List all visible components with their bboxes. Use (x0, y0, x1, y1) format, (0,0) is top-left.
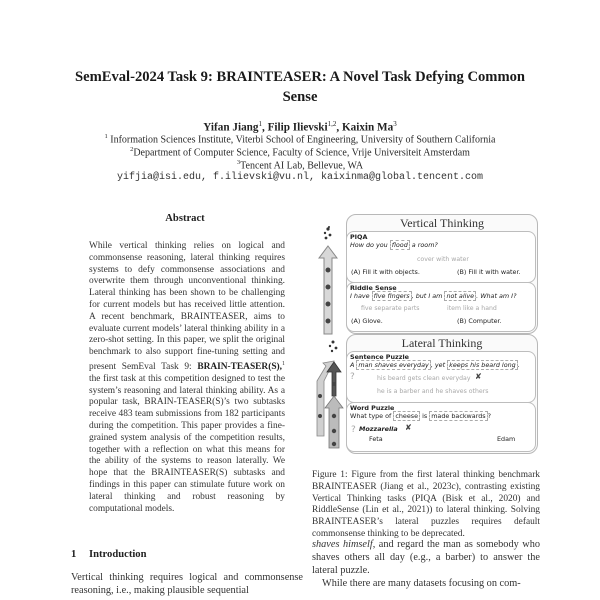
panel-title: Lateral Thinking (401, 336, 483, 350)
section-title: Introduction (89, 549, 147, 560)
word-puzzle-question: What type of cheese is made backwards ? (350, 412, 492, 420)
cross-icon: ✘ (405, 423, 412, 432)
affil-text: Information Sciences Institute, Viterbi School of Engineering, University of Southern California (107, 134, 496, 146)
author-name: Kaixin Ma (341, 121, 394, 134)
title-line-1: SemEval-2024 Task 9: BRAINTEASER: A Novel Task Defying Common (74, 69, 526, 85)
sentence-puzzle-hint-1: his beard gets clean everyday (377, 375, 471, 382)
author-name: Filip Ilievski (267, 121, 328, 134)
abstract-text: the first task at this competition designed to test the system’s reasoning and lateral thinking ability. As a popular task, BRAIN-TEASER(S)’s two subtasks receive 483 team submissions from 182 participants during the competition. This paper provides a fine-grained system analysis of the competition results, together with a reflection on what this means for the ability of the systems to reason laterally. We hope that the BRAINTEASER(S) subtasks and findings in this paper can stimulate future work on lateral thinking and robust reasoning by computational models. (89, 373, 285, 514)
riddlesense-hint-right: item like a hand (447, 305, 497, 312)
riddlesense-option-b: (B) Computer. (457, 317, 502, 325)
introduction-text: Vertical thinking requires logical and commonsense reasoning, i.e., making plausible sequential (71, 572, 303, 596)
word-puzzle-wrong-answer: Feta (369, 435, 383, 443)
author-list: Yifan Jiang$^1$, Filip Ilievski$^{1,2}$, Kaixin Ma$^3$ (203, 120, 397, 134)
word-puzzle-label: Word Puzzle (350, 404, 395, 412)
piqa-box (346, 231, 536, 283)
abstract-heading: Abstract (165, 213, 205, 224)
riddlesense-question: I have five fingers , but I am not alive . What am I? (350, 292, 517, 300)
question-mark-icon: ? (350, 372, 355, 382)
cross-icon: ✘ (475, 372, 482, 381)
vertical-thinking-panel (346, 214, 538, 334)
piqa-question: How do you flood a room? (350, 241, 438, 249)
sentence-puzzle-label: Sentence Puzzle (350, 353, 409, 361)
figure-1 (312, 214, 540, 454)
affiliation (60, 157, 540, 172)
title-line-2: Sense (282, 89, 318, 105)
section-heading-introduction (71, 549, 147, 560)
riddlesense-option-a: (A) Glove. (351, 317, 383, 325)
author-emails: yifjia@isi.edu, f.ilievski@vu.nl, kaixinma@global.tencent.com (116, 172, 484, 183)
figure-caption: Figure 1: Figure from the first lateral thinking benchmark BRAINTEASER (Jiang et al., 2023c), contrasting existing Vertical Thinking tasks (PIQA (Bisk et al., 2020) and RiddleSense (Lin et al., 2021)) to lateral thinking. Solving BRAINTEASER’s lateral puzzles requires default commonsense thinking to be deprecated. (312, 470, 540, 539)
sentence-puzzle-box (346, 351, 536, 403)
italic-phrase: shaves himself (312, 539, 373, 550)
paragraph-text: While there are many datasets focusing on com- (322, 578, 521, 589)
affil-text: Department of Computer Science, Faculty of Science, Vrije Universiteit Amsterdam (133, 147, 470, 159)
author-name: Yifan Jiang (203, 121, 259, 134)
author-affil-mark: 3 (393, 120, 397, 128)
riddlesense-hint-left: five separate parts (361, 305, 420, 312)
sentence-puzzle-hint-2: he is a barber and he shaves others (377, 388, 489, 395)
affil-text: Tencent AI Lab, Bellevue, WA (240, 160, 364, 172)
word-puzzle-answer: Edam (497, 435, 516, 443)
section-number: 1 (71, 549, 77, 560)
word-puzzle-wrong-answer: Mozzarella (359, 425, 398, 433)
word-puzzle-box (346, 402, 536, 452)
piqa-label: PIQA (350, 233, 368, 241)
panel-title: Vertical Thinking (399, 216, 485, 230)
author-affil-mark: 1,2 (327, 120, 337, 128)
task-name-bold: BRAIN-TEASER(S), (197, 362, 282, 373)
question-mark-icon: ? (351, 425, 356, 435)
paragraph-text: , and regard the man as somebody who shaves others all day (e.g., a barber) to answer the lateral puzzle. (312, 539, 540, 576)
affil-mark: 3 (236, 159, 241, 166)
vertical-arrow-icon (316, 224, 340, 339)
affil-mark: 2 (130, 146, 134, 153)
affil-mark: 1 (104, 133, 108, 140)
piqa-hint: cover with water (417, 256, 469, 263)
lateral-thinking-panel (346, 334, 538, 454)
paper-title (60, 67, 540, 107)
riddlesense-label: Riddle Sense (350, 284, 397, 292)
piqa-option-a: (A) Fill it with objects. (351, 268, 420, 276)
footnote-mark[interactable]: 1 (282, 360, 285, 367)
sentence-puzzle-question: A man shaves everyday , yet keeps his beard long . (350, 361, 520, 369)
riddlesense-box (346, 282, 536, 332)
author-affil-mark: 1 (258, 120, 262, 128)
abstract-text: While vertical thinking relies on logical and commonsense reasoning, lateral thinking requires systems to defy commonsense associations and overwrite them through unconventional thinking. Lateral thinking has been shown to be challenging for current models but has received little attention. A recent benchmark, BRAINTEASER, aims to evaluate current models’ lateral thinking ability in a zero-shot setting. In this paper, we split the original benchmark to also support fine-tuning setting and present SemEval Task 9: (89, 241, 285, 373)
piqa-option-b: (B) Fill it with water. (457, 268, 521, 276)
body-text-right (312, 538, 540, 590)
abstract-body (89, 241, 285, 515)
lateral-arrow-icon (312, 336, 346, 454)
